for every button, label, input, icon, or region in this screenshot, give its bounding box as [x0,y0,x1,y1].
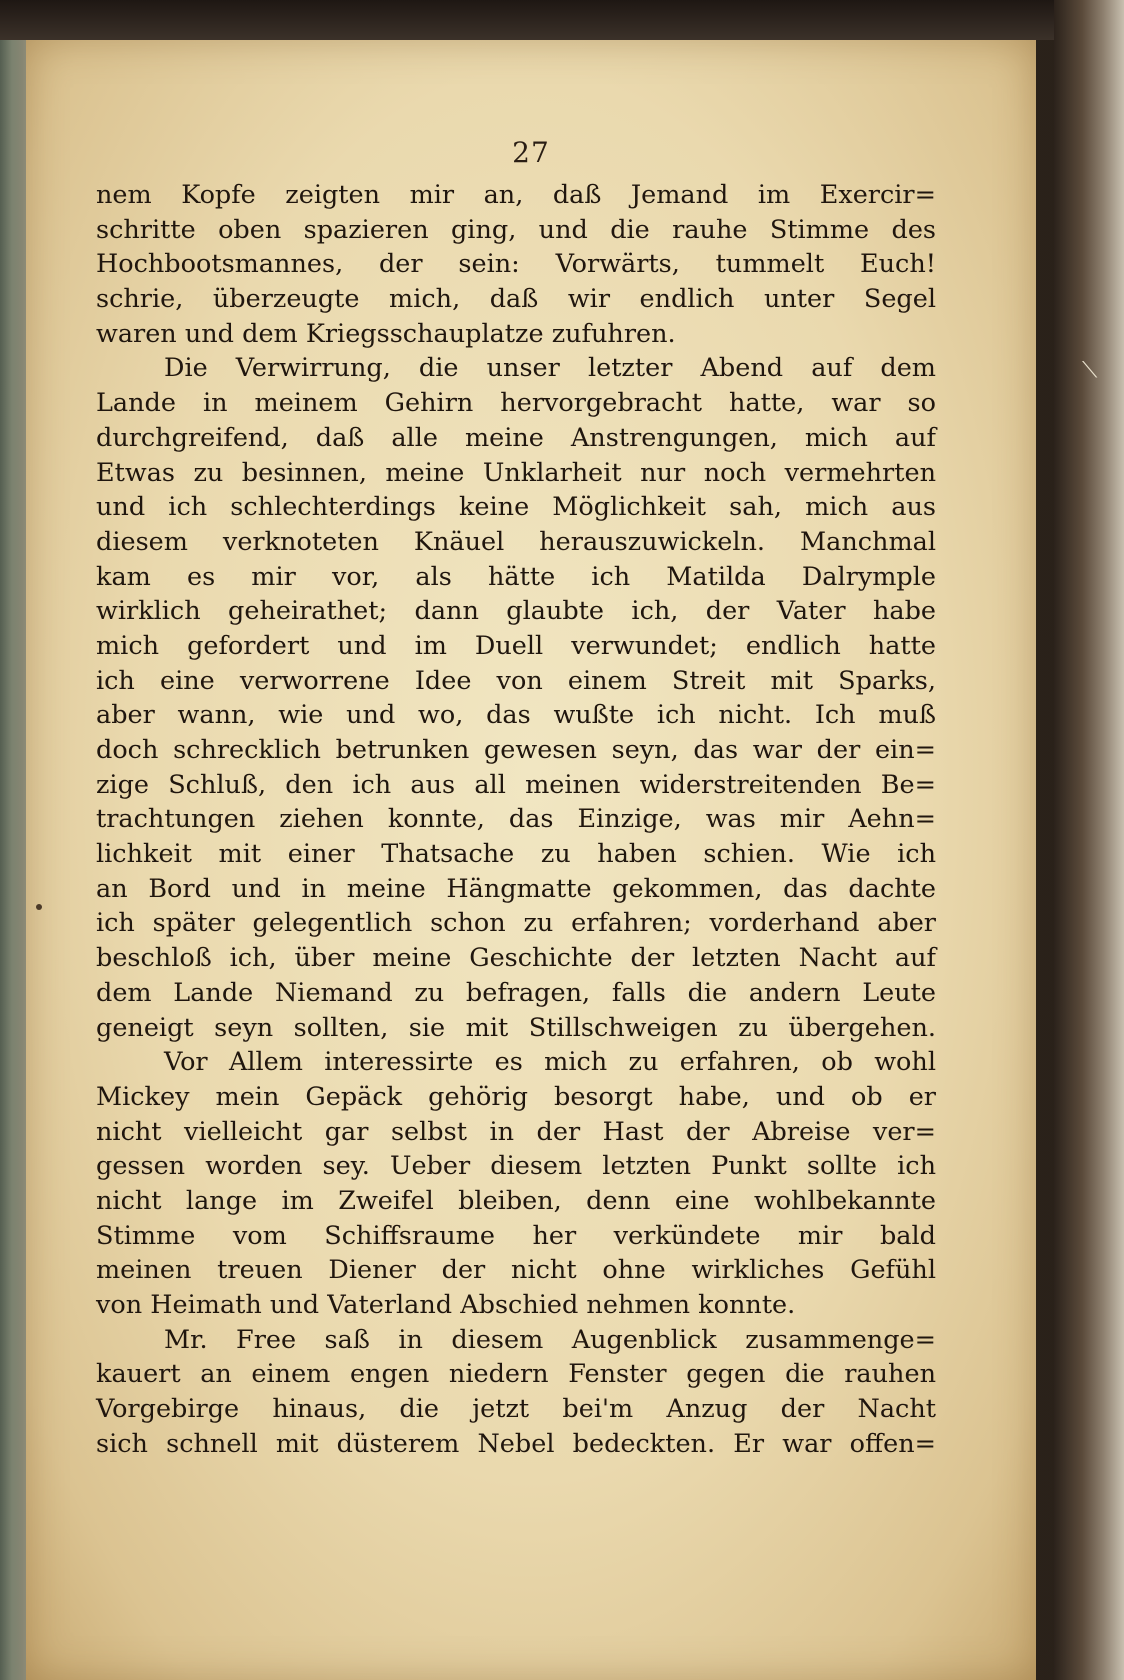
text-line: zige Schluß, den ich aus all meinen widerstreitenden Be= [96,769,936,800]
book-cover-top-edge [0,0,1124,40]
text-line: schrie, überzeugte mich, daß wir endlich unter Segel [96,284,936,315]
text-line: Hochbootsmannes, der sein: Vorwärts, tummelt Euch! [96,249,936,280]
text-line: Vorgebirge hinaus, die jetzt bei'm Anzug der Nacht [96,1394,936,1425]
cover-mark-icon: ⟍ [1082,358,1098,383]
text-line: beschloß ich, über meine Geschichte der letzten Nacht auf [96,943,936,974]
text-line: Mr. Free saß in diesem Augenblick zusammenge= [164,1324,936,1355]
book-cover-right-edge [1054,0,1124,1680]
text-line: von Heimath und Vaterland Abschied nehmen konnte. [96,1290,796,1320]
text-line: geneigt seyn sollten, sie mit Stillschweigen zu übergehen. [96,1012,936,1043]
text-line: diesem verknoteten Knäuel herauszuwickeln. Manchmal [96,526,936,557]
page-text [96,178,936,1461]
text-line: an Bord und in meine Hängmatte gekommen, das dachte [96,873,936,904]
text-line: waren und dem Kriegsschauplatze zufuhren. [96,318,676,349]
text-line: Vor Allem interessirte es mich zu erfahren, ob wohl [164,1047,936,1078]
margin-dot [36,904,42,910]
text-line: ich eine verworrene Idee von einem Streit mit Sparks, [96,665,936,696]
text-line: meinen treuen Diener der nicht ohne wirkliches Gefühl [96,1255,936,1286]
text-line: kam es mir vor, als hätte ich Matilda Dalrymple [96,561,936,592]
text-line: gessen worden sey. Ueber diesem letzten Punkt sollte ich [96,1151,936,1182]
text-line: mich gefordert und im Duell verwundet; endlich hatte [96,630,936,661]
page-number: 27 [512,136,550,169]
text-line: sich schnell mit düsterem Nebel bedeckten. Er war offen= [96,1428,936,1459]
text-line: schritte oben spazieren ging, und die rauhe Stimme des [96,214,936,245]
text-line: lichkeit mit einer Thatsache zu haben schien. Wie ich [96,839,936,870]
text-line: Stimme vom Schiffsraume her verkündete mir bald [96,1220,936,1251]
text-line: nicht lange im Zweifel bleiben, denn eine wohlbekannte [96,1185,936,1216]
text-line: aber wann, wie und wo, das wußte ich nicht. Ich muß [96,700,936,731]
text-line: und ich schlechterdings keine Möglichkeit sah, mich aus [96,492,936,523]
text-line: dem Lande Niemand zu befragen, falls die andern Leute [96,977,936,1008]
text-line: trachtungen ziehen konnte, das Einzige, was mir Aehn= [96,804,936,835]
text-line: kauert an einem engen niedern Fenster gegen die rauhen [96,1359,936,1390]
text-line: nem Kopfe zeigten mir an, daß Jemand im Exercir= [96,180,936,210]
text-line: doch schrecklich betrunken gewesen seyn, das war der ein= [96,735,936,765]
text-line: wirklich geheirathet; dann glaubte ich, der Vater habe [96,596,936,627]
text-line: Lande in meinem Gehirn hervorgebracht hatte, war so [96,388,936,419]
text-line: Die Verwirrung, die unser letzter Abend auf dem [164,353,936,384]
text-line: Mickey mein Gepäck gehörig besorgt habe, und ob er [96,1081,936,1112]
text-line: Etwas zu besinnen, meine Unklarheit nur noch vermehrten [96,457,936,488]
book-page [26,40,1036,1680]
text-line: durchgreifend, daß alle meine Anstrengungen, mich auf [96,422,936,453]
text-line: nicht vielleicht gar selbst in der Hast der Abreise ver= [96,1116,936,1147]
text-line: ich später gelegentlich schon zu erfahren; vorderhand aber [96,908,936,939]
